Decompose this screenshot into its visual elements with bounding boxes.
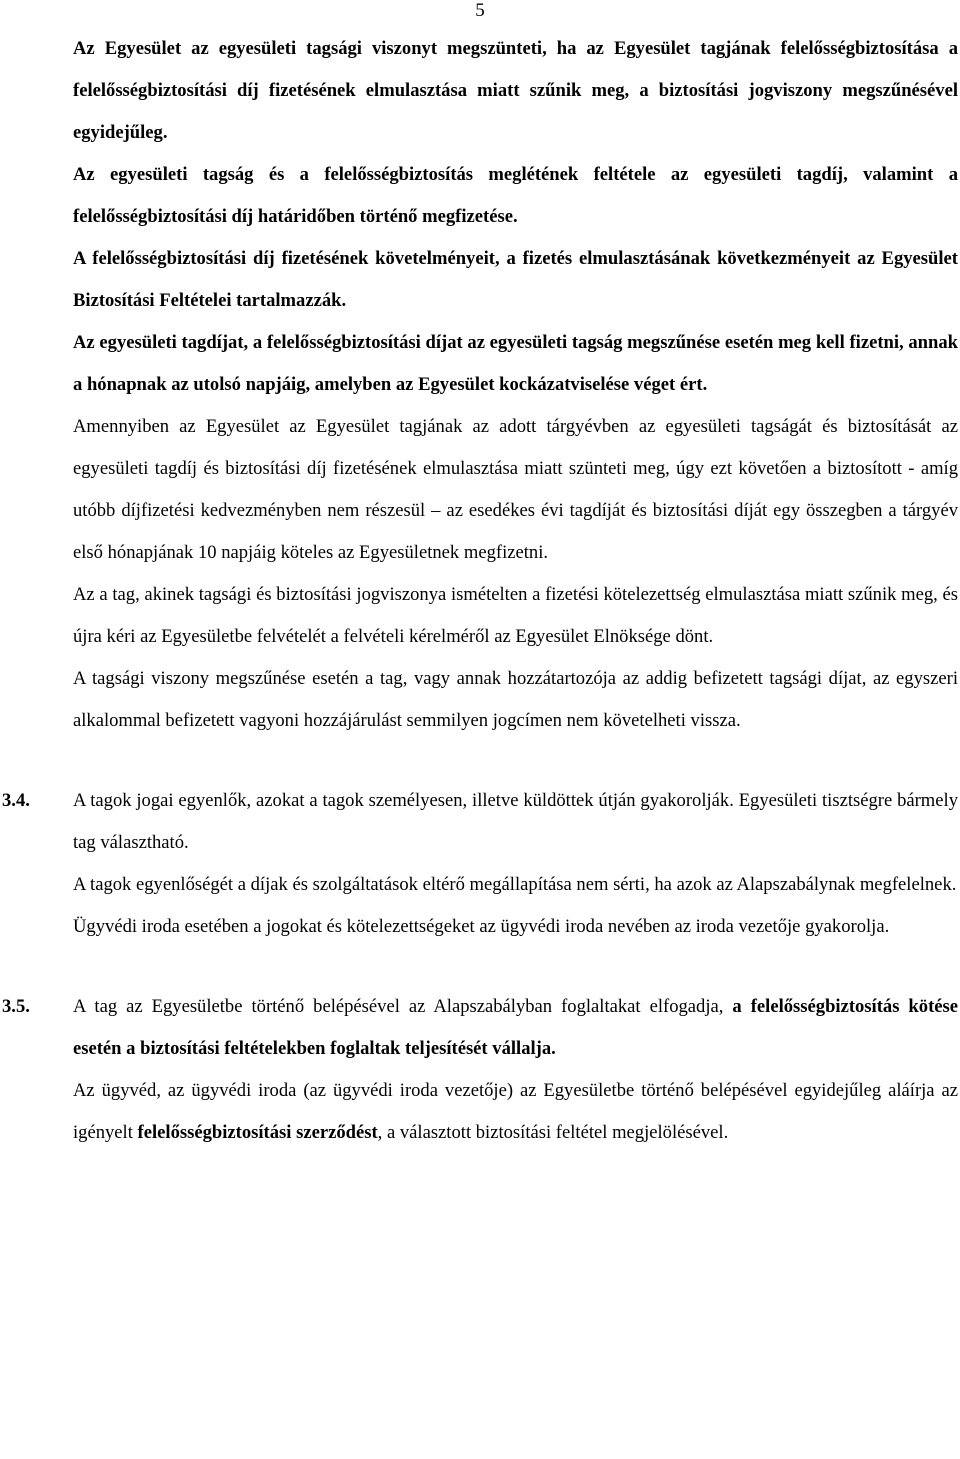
document-body — [2, 28, 959, 1154]
section-3-5-p2-bold: felelősségbiztosítási szerződést — [137, 1122, 378, 1143]
paragraph-4: Az egyesületi tagdíjat, a felelősségbiztosítási díjat az egyesületi tagság megszűnése esetén meg kell fizetni, annak a hónapnak az utolsó napjáig, amelyben az Egyesület kockázatviselése véget ért. — [73, 332, 958, 395]
top-paragraphs — [73, 28, 958, 742]
paragraph-1: Az Egyesület az egyesületi tagsági viszonyt megszünteti, ha az Egyesület tagjának felelősségbiztosítása a felelősségbiztosítási díj fizetésének elmulasztása miatt szűnik meg, a biztosítási jogviszony megszűnésével egyidejűleg. — [73, 38, 958, 143]
section-3-5-paragraph-1 — [73, 986, 958, 1070]
paragraph-5: Amennyiben az Egyesület az Egyesület tagjának az adott tárgyévben az egyesületi tagságát és biztosítását az egyesületi tagdíj és biztosítási díj fizetésének elmulasztása miatt szünteti meg, úgy ezt követően a biztosított - amíg utóbb díjfizetési kedvezményben nem részesül – az esedékes évi tagdíját és biztosítási díját egy összegben a tárgyév első hónapjának 10 napjáig köteles az Egyesületnek megfizetni. — [73, 416, 958, 563]
page-number: 5 — [475, 0, 485, 21]
section-number-3-4: 3.4. — [2, 790, 30, 811]
section-3-4-paragraph-2: A tagok egyenlőségét a díjak és szolgáltatások eltérő megállapítása nem sérti, ha azok az Alapszabálynak megfelelnek. — [73, 874, 957, 895]
section-3-5-p2-before: Az ügyvéd, az ügyvédi iroda (az ügyvédi iroda vezetője) az Egyesületbe történő belépésével egyidejűleg aláírja az igényelt — [73, 1080, 958, 1143]
paragraph-6: Az a tag, akinek tagsági és biztosítási jogviszonya ismételten a fizetési kötelezettség elmulasztása miatt szűnik meg, és újra kéri az Egyesületbe felvételét a felvételi kérelméről az Egyesület Elnöksége dönt. — [73, 584, 958, 647]
section-3-4 — [2, 780, 958, 948]
paragraph-2: Az egyesületi tagság és a felelősségbiztosítás meglétének feltétele az egyesületi tagdíj, valamint a felelősségbiztosítási díj határidőben történő megfizetése. — [73, 164, 958, 227]
paragraph-7: A tagsági viszony megszűnése esetén a tag, vagy annak hozzátartozója az addig befizetett tagsági díjat, az egyszeri alkalommal befizetett vagyoni hozzájárulást semmilyen jogcímen nem követelheti vissza. — [73, 668, 958, 731]
section-3-4-paragraph-1: A tagok jogai egyenlők, azokat a tagok személyesen, illetve küldöttek útján gyakorolják. Egyesületi tisztségre bármely tag választható. — [73, 790, 958, 853]
section-3-5 — [2, 986, 959, 1154]
section-number-3-5: 3.5. — [2, 996, 30, 1017]
section-3-5-p1-plain: A tag az Egyesületbe történő belépésével az Alapszabályban foglaltakat elfogadja, — [73, 996, 733, 1017]
paragraph-3: A felelősségbiztosítási díj fizetésének követelményeit, a fizetés elmulasztásának következményeit az Egyesület Biztosítási Feltételei tartalmazzák. — [73, 248, 958, 311]
section-3-4-paragraph-3: Ügyvédi iroda esetében a jogokat és kötelezettségeket az ügyvédi iroda nevében az iroda vezetője gyakorolja. — [73, 916, 890, 937]
section-3-5-p1-bold: a felelősségbiztosítás kötése esetén a biztosítási feltételekben foglaltak teljesítését vállalja. — [73, 996, 959, 1059]
section-3-5-p2-after: , a választott biztosítási feltétel megjelölésével. — [377, 1122, 729, 1143]
section-3-5-paragraph-2 — [73, 1070, 958, 1154]
